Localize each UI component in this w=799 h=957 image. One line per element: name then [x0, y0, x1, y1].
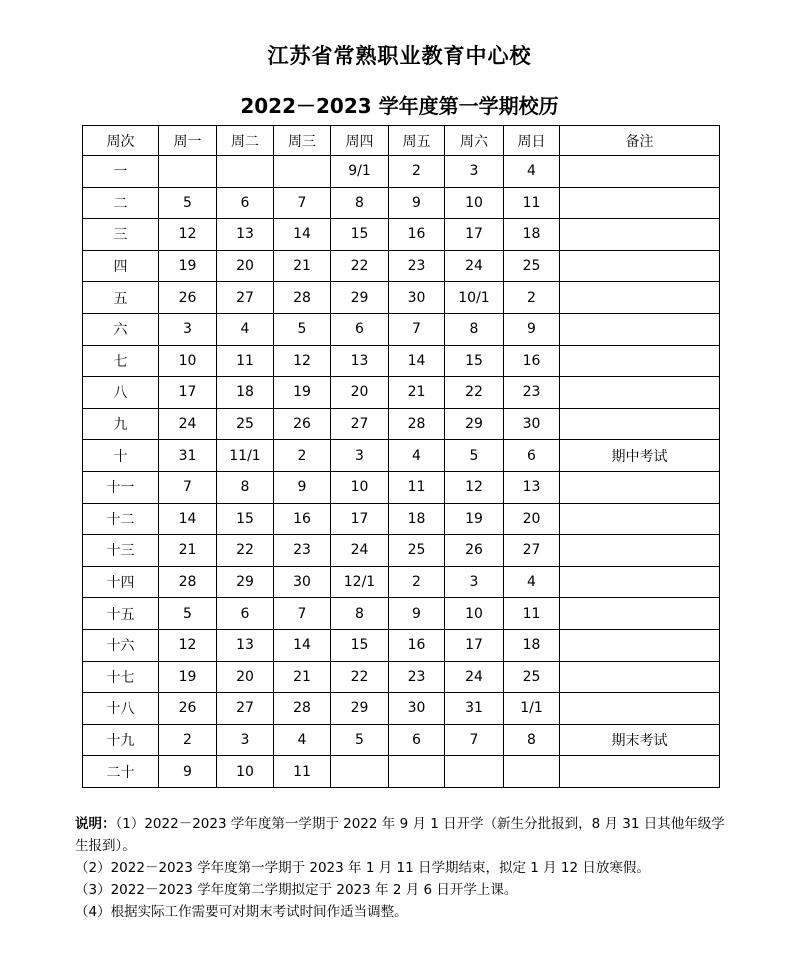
week-cell: 七 [83, 345, 159, 377]
date-cell: 16 [504, 345, 560, 377]
date-cell: 3 [331, 440, 389, 472]
table-row [83, 219, 720, 251]
date-cell: 12/1 [331, 566, 389, 598]
date-cell: 24 [445, 661, 504, 693]
date-cell: 23 [389, 661, 445, 693]
date-cell: 4 [274, 724, 331, 756]
remark-cell: 期中考试 [560, 440, 720, 472]
week-cell: 四 [83, 250, 159, 282]
date-cell: 10 [445, 598, 504, 630]
date-cell: 4 [389, 440, 445, 472]
date-cell: 18 [504, 219, 560, 251]
notes-label: 说明： [75, 816, 116, 832]
date-cell: 13 [217, 219, 274, 251]
remark-cell [560, 629, 720, 661]
week-cell: 二十 [83, 756, 159, 788]
date-cell: 6 [217, 598, 274, 630]
date-cell: 28 [389, 408, 445, 440]
column-header: 周六 [445, 126, 504, 156]
date-cell: 29 [331, 282, 389, 314]
date-cell: 12 [274, 345, 331, 377]
date-cell: 26 [445, 535, 504, 567]
remark-cell [560, 535, 720, 567]
column-header: 周三 [274, 126, 331, 156]
table-row [83, 598, 720, 630]
remark-cell [560, 313, 720, 345]
date-cell: 8 [504, 724, 560, 756]
date-cell: 24 [159, 408, 217, 440]
date-cell: 28 [274, 693, 331, 725]
table-header-row [83, 126, 720, 156]
date-cell: 19 [445, 503, 504, 535]
date-cell: 7 [445, 724, 504, 756]
week-cell: 一 [83, 156, 159, 188]
table-row [83, 566, 720, 598]
table-row [83, 629, 720, 661]
date-cell: 5 [274, 313, 331, 345]
week-cell: 十八 [83, 693, 159, 725]
table-row [83, 440, 720, 472]
date-cell: 10 [159, 345, 217, 377]
date-cell: 30 [389, 693, 445, 725]
date-cell: 6 [331, 313, 389, 345]
remark-cell [560, 566, 720, 598]
date-cell: 18 [217, 377, 274, 409]
date-cell: 29 [445, 408, 504, 440]
date-cell: 29 [331, 693, 389, 725]
date-cell: 11/1 [217, 440, 274, 472]
date-cell: 5 [445, 440, 504, 472]
date-cell: 10 [445, 187, 504, 219]
date-cell: 7 [389, 313, 445, 345]
date-cell: 21 [274, 250, 331, 282]
date-cell: 23 [274, 535, 331, 567]
remark-cell [560, 156, 720, 188]
note-1 [75, 813, 725, 857]
table-row [83, 535, 720, 567]
date-cell: 16 [274, 503, 331, 535]
date-cell: 12 [159, 629, 217, 661]
date-cell: 25 [217, 408, 274, 440]
date-cell: 3 [445, 156, 504, 188]
date-cell: 3 [159, 313, 217, 345]
date-cell: 11 [504, 598, 560, 630]
table-row [83, 187, 720, 219]
remark-cell [560, 598, 720, 630]
date-cell: 9 [389, 598, 445, 630]
table-row [83, 282, 720, 314]
remark-cell [560, 250, 720, 282]
date-cell: 17 [159, 377, 217, 409]
table-row [83, 156, 720, 188]
date-cell: 22 [445, 377, 504, 409]
date-cell: 31 [159, 440, 217, 472]
week-cell: 十二 [83, 503, 159, 535]
date-cell: 13 [217, 629, 274, 661]
date-cell: 4 [504, 156, 560, 188]
date-cell: 2 [159, 724, 217, 756]
date-cell: 18 [389, 503, 445, 535]
date-cell: 31 [445, 693, 504, 725]
week-cell: 五 [83, 282, 159, 314]
date-cell: 5 [159, 598, 217, 630]
date-cell: 20 [217, 661, 274, 693]
date-cell: 2 [274, 440, 331, 472]
remark-cell [560, 408, 720, 440]
date-cell: 23 [504, 377, 560, 409]
week-cell: 十九 [83, 724, 159, 756]
week-cell: 十六 [83, 629, 159, 661]
date-cell: 11 [274, 756, 331, 788]
date-cell: 8 [331, 187, 389, 219]
date-cell: 13 [504, 471, 560, 503]
week-cell: 十四 [83, 566, 159, 598]
date-cell: 16 [389, 629, 445, 661]
date-cell: 10 [217, 756, 274, 788]
date-cell [274, 156, 331, 188]
date-cell: 3 [445, 566, 504, 598]
date-cell: 18 [504, 629, 560, 661]
date-cell: 9/1 [331, 156, 389, 188]
date-cell: 30 [504, 408, 560, 440]
table-row [83, 471, 720, 503]
date-cell: 7 [159, 471, 217, 503]
remark-cell [560, 377, 720, 409]
notes-section [75, 813, 725, 923]
date-cell: 14 [159, 503, 217, 535]
date-cell: 13 [331, 345, 389, 377]
date-cell: 11 [389, 471, 445, 503]
table-row [83, 756, 720, 788]
date-cell: 16 [389, 219, 445, 251]
remark-cell [560, 219, 720, 251]
date-cell: 11 [217, 345, 274, 377]
date-cell: 7 [274, 598, 331, 630]
date-cell: 21 [274, 661, 331, 693]
table-row [83, 377, 720, 409]
date-cell: 2 [504, 282, 560, 314]
date-cell: 24 [445, 250, 504, 282]
date-cell: 19 [274, 377, 331, 409]
date-cell: 19 [159, 661, 217, 693]
table-row [83, 503, 720, 535]
column-header: 周一 [159, 126, 217, 156]
date-cell: 15 [217, 503, 274, 535]
column-header: 周四 [331, 126, 389, 156]
table-row [83, 313, 720, 345]
date-cell: 30 [274, 566, 331, 598]
date-cell: 22 [331, 250, 389, 282]
date-cell: 17 [445, 219, 504, 251]
note-4: （4）根据实际工作需要可对期末考试时间作适当调整。 [75, 904, 408, 920]
week-cell: 八 [83, 377, 159, 409]
column-header: 备注 [560, 126, 720, 156]
column-header: 周日 [504, 126, 560, 156]
table-row [83, 408, 720, 440]
date-cell: 25 [389, 535, 445, 567]
date-cell: 20 [217, 250, 274, 282]
date-cell: 6 [504, 440, 560, 472]
remark-cell [560, 345, 720, 377]
date-cell: 14 [274, 219, 331, 251]
date-cell [217, 156, 274, 188]
date-cell: 9 [389, 187, 445, 219]
note-3: （3）2022－2023 学年度第二学期拟定于 2023 年 2 月 6 日开学上课。 [75, 882, 518, 898]
week-cell: 十一 [83, 471, 159, 503]
remark-cell [560, 503, 720, 535]
column-header: 周二 [217, 126, 274, 156]
date-cell: 6 [389, 724, 445, 756]
date-cell: 26 [159, 282, 217, 314]
date-cell: 5 [331, 724, 389, 756]
date-cell: 12 [159, 219, 217, 251]
date-cell: 17 [445, 629, 504, 661]
date-cell: 7 [274, 187, 331, 219]
remark-cell [560, 471, 720, 503]
column-header: 周五 [389, 126, 445, 156]
date-cell: 8 [445, 313, 504, 345]
table-row [83, 693, 720, 725]
date-cell: 8 [217, 471, 274, 503]
remark-cell: 期末考试 [560, 724, 720, 756]
date-cell: 28 [159, 566, 217, 598]
week-cell: 十五 [83, 598, 159, 630]
date-cell: 5 [159, 187, 217, 219]
date-cell: 26 [159, 693, 217, 725]
school-title: 江苏省常熟职业教育中心校 [267, 44, 532, 68]
date-cell: 10/1 [445, 282, 504, 314]
date-cell: 15 [445, 345, 504, 377]
date-cell: 17 [331, 503, 389, 535]
date-cell: 27 [504, 535, 560, 567]
date-cell: 11 [504, 187, 560, 219]
week-cell: 二 [83, 187, 159, 219]
date-cell [389, 756, 445, 788]
date-cell: 9 [159, 756, 217, 788]
table-row [83, 345, 720, 377]
week-cell: 九 [83, 408, 159, 440]
date-cell: 14 [274, 629, 331, 661]
remark-cell [560, 661, 720, 693]
column-header: 周次 [83, 126, 159, 156]
note-1-text: （1）2022－2023 学年度第一学期于 2022 年 9 月 1 日开学（新生分批报到，8 月 31 日其他年级学生报到）。 [75, 816, 725, 854]
week-cell: 三 [83, 219, 159, 251]
date-cell: 20 [331, 377, 389, 409]
date-cell: 22 [331, 661, 389, 693]
date-cell: 20 [504, 503, 560, 535]
date-cell: 22 [217, 535, 274, 567]
remark-cell [560, 693, 720, 725]
date-cell: 19 [159, 250, 217, 282]
date-cell [445, 756, 504, 788]
date-cell: 1/1 [504, 693, 560, 725]
date-cell: 4 [504, 566, 560, 598]
date-cell: 12 [445, 471, 504, 503]
date-cell: 27 [331, 408, 389, 440]
date-cell: 15 [331, 219, 389, 251]
date-cell: 14 [389, 345, 445, 377]
date-cell: 6 [217, 187, 274, 219]
note-2: （2）2022－2023 学年度第一学期于 2023 年 1 月 11 日学期结束，拟定 1 月 12 日放寒假。 [75, 860, 650, 876]
week-cell: 十三 [83, 535, 159, 567]
table-row [83, 724, 720, 756]
date-cell [159, 156, 217, 188]
date-cell: 10 [331, 471, 389, 503]
school-calendar-table [82, 125, 720, 788]
date-cell: 21 [159, 535, 217, 567]
date-cell: 15 [331, 629, 389, 661]
remark-cell [560, 187, 720, 219]
week-cell: 六 [83, 313, 159, 345]
date-cell: 9 [504, 313, 560, 345]
date-cell: 30 [389, 282, 445, 314]
date-cell: 28 [274, 282, 331, 314]
date-cell: 2 [389, 156, 445, 188]
date-cell: 21 [389, 377, 445, 409]
date-cell: 25 [504, 661, 560, 693]
date-cell: 8 [331, 598, 389, 630]
date-cell: 29 [217, 566, 274, 598]
date-cell: 23 [389, 250, 445, 282]
week-cell: 十 [83, 440, 159, 472]
table-row [83, 661, 720, 693]
date-cell [504, 756, 560, 788]
date-cell: 25 [504, 250, 560, 282]
date-cell: 26 [274, 408, 331, 440]
date-cell: 27 [217, 693, 274, 725]
remark-cell [560, 282, 720, 314]
table-row [83, 250, 720, 282]
date-cell: 3 [217, 724, 274, 756]
remark-cell [560, 756, 720, 788]
date-cell: 27 [217, 282, 274, 314]
calendar-title: 2022－2023 学年度第一学期校历 [240, 94, 559, 118]
week-cell: 十七 [83, 661, 159, 693]
date-cell: 2 [389, 566, 445, 598]
date-cell: 4 [217, 313, 274, 345]
date-cell: 9 [274, 471, 331, 503]
date-cell [331, 756, 389, 788]
date-cell: 24 [331, 535, 389, 567]
